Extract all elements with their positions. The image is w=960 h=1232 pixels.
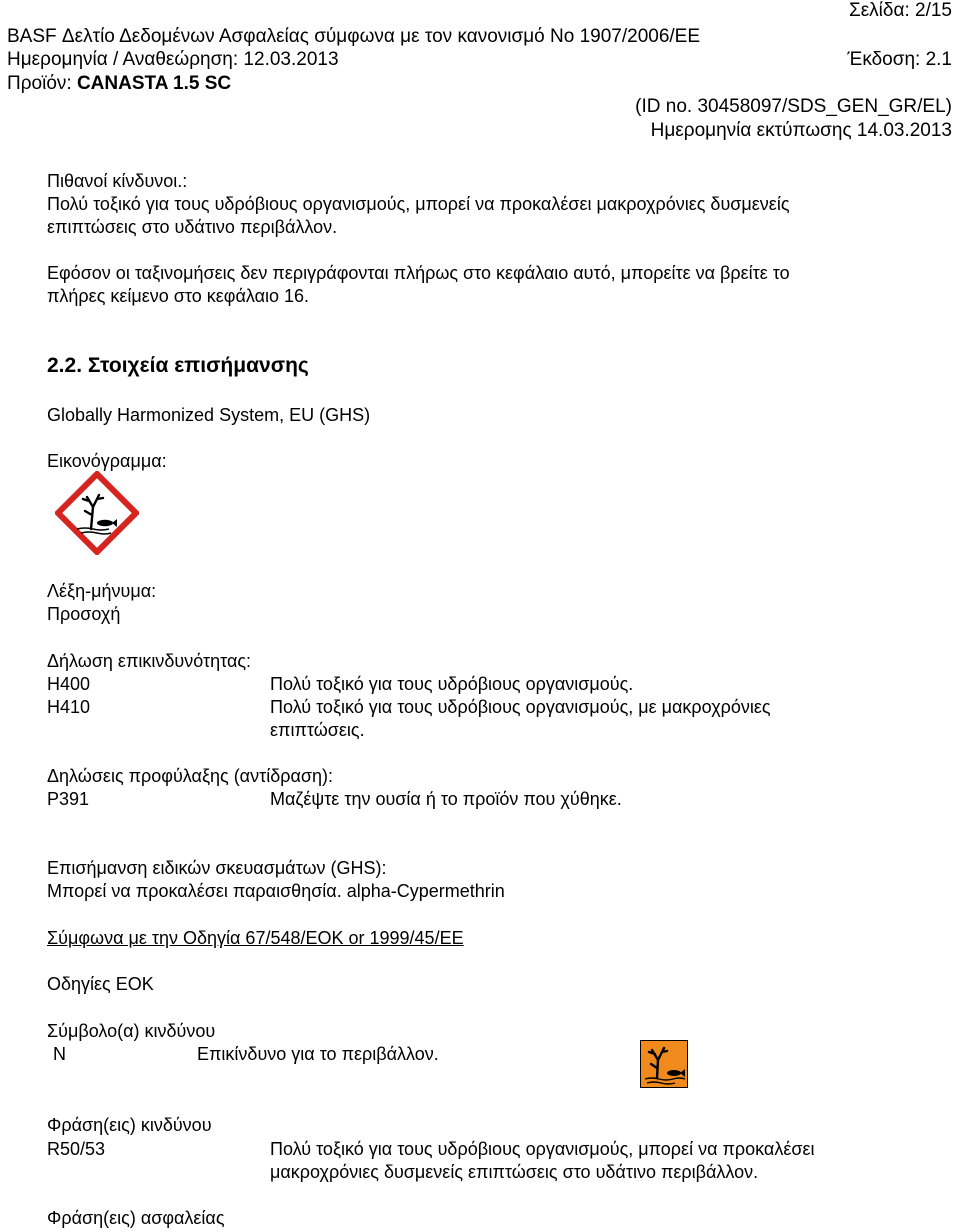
risk-text-line-1: Πολύ τοξικό για τους υδρόβιους οργανισμούς, μπορεί να προκαλέσει [270,1139,815,1159]
special-label: Επισήμανση ειδικών σκευασμάτων (GHS): [47,858,387,878]
hazard-code-h410: H410 [47,697,91,717]
document-title: BASF Δελτίο Δεδομένων Ασφαλείας σύμφωνα με τον κανονισμό No 1907/2006/EE [7,26,701,47]
symbol-text: Επικίνδυνο για το περιβάλλον. [197,1044,439,1064]
precaution-label: Δηλώσεις προφύλαξης (αντίδραση): [47,766,333,786]
risk-text-line-2: μακροχρόνιες δυσμενείς επιπτώσεις στο υδάτινο περιβάλλον. [270,1162,759,1182]
pictogram-label: Εικονόγραμμα: [47,451,167,471]
precaution-code-p391: P391 [47,789,90,809]
revision-date: Ημερομηνία / Αναθεώρηση: 12.03.2013 [7,49,339,70]
note-line-1: Εφόσον οι ταξινομήσεις δεν περιγράφονται πλήρως στο κεφάλαιο αυτό, μπορείτε να βρείτε το [47,263,790,283]
hazard-text-h400: Πολύ τοξικό για τους υδρόβιους οργανισμούς. [270,674,634,694]
risk-label: Φράση(εις) κινδύνου [47,1115,212,1135]
safety-label: Φράση(εις) ασφαλείας [47,1208,225,1228]
hazards-label: Πιθανοί κίνδυνοι.: [47,171,188,191]
version: Έκδοση: 2.1 [847,49,952,70]
id-number: (ID no. 30458097/SDS_GEN_GR/EL) [635,96,952,117]
risk-code: R50/53 [47,1139,106,1159]
page-number: Σελίδα: 2/15 [848,0,952,21]
signal-label: Λέξη-μήνυμα: [47,581,157,601]
print-date: Ημερομηνία εκτύπωσης 14.03.2013 [650,120,952,141]
environment-hazard-icon [55,471,139,555]
precaution-text-p391: Μαζέψτε την ουσία ή το προϊόν που χύθηκε. [270,789,622,809]
symbol-label: Σύμβολο(α) κινδύνου [47,1021,216,1041]
dangerous-for-environment-icon [640,1040,688,1088]
hazard-text-h410: Πολύ τοξικό για τους υδρόβιους οργανισμούς, με μακροχρόνιες [270,697,771,717]
hazards-line-1: Πολύ τοξικό για τους υδρόβιους οργανισμούς, μπορεί να προκαλέσει μακροχρόνιες δυσμενείς [47,194,790,214]
hazards-line-2: επιπτώσεις στο υδάτινο περιβάλλον. [47,217,338,237]
product-name: CANASTA 1.5 SC [76,73,232,94]
product-label: Προϊόν: [7,73,77,94]
directive-heading: Σύμφωνα με την Οδηγία 67/548/ΕΟΚ or 1999/45/ΕΕ [47,928,464,948]
hazard-statements-label: Δήλωση επικινδυνότητας: [47,651,252,671]
section-heading: 2.2. Στοιχεία επισήμανσης [47,354,309,377]
product-line [7,73,231,95]
hazard-code-h400: H400 [47,674,91,694]
special-text: Μπορεί να προκαλέσει παραισθησία. alpha-Cypermethrin [47,881,505,901]
signal-word: Προσοχή [47,604,121,624]
guidelines-label: Οδηγίες ΕΟΚ [47,974,154,994]
ghs-system: Globally Harmonized System, EU (GHS) [47,405,371,425]
symbol-code: N [53,1044,66,1064]
note-line-2: πλήρες κείμενο στο κεφάλαιο 16. [47,286,310,306]
hazard-text-h410-cont: επιπτώσεις. [270,720,365,740]
